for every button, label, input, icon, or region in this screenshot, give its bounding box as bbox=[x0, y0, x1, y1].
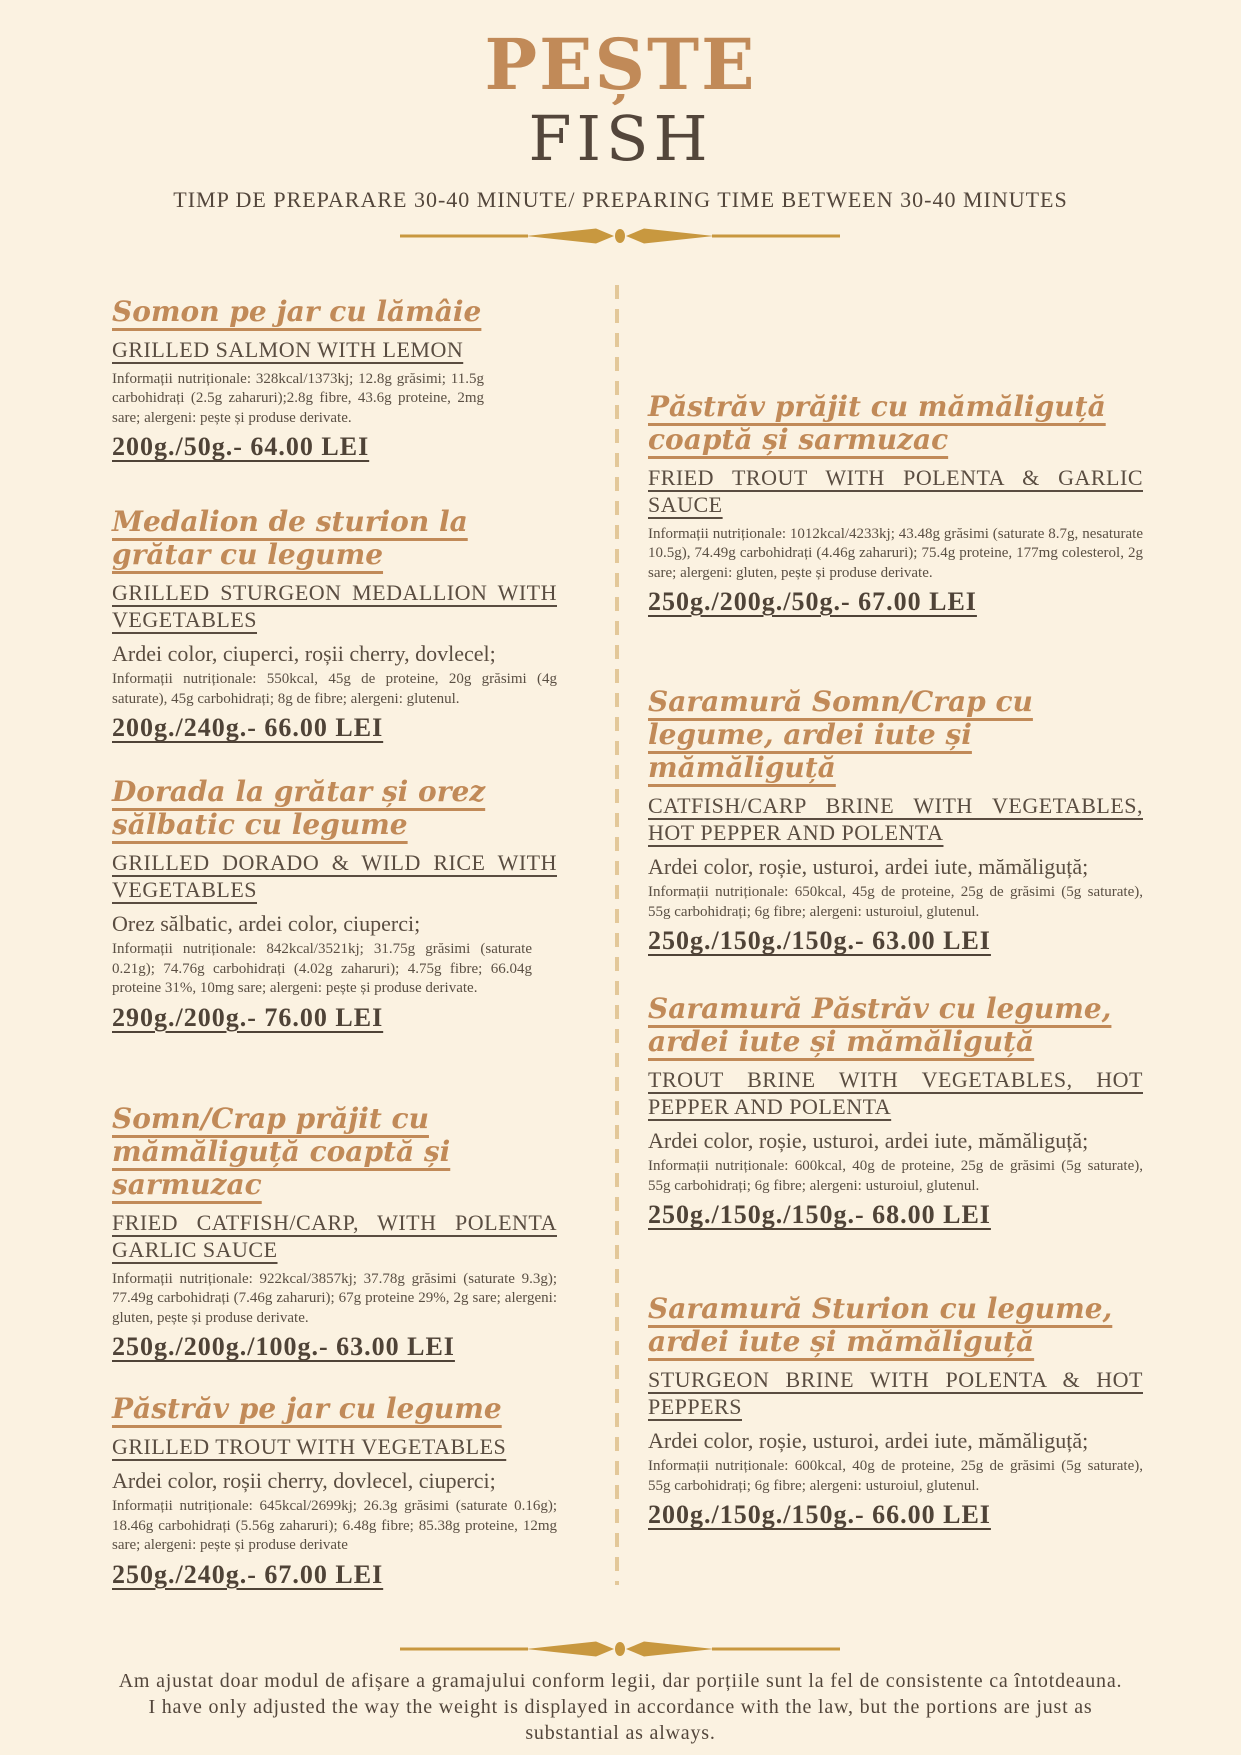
item-title-en: CATFISH/CARP BRINE WITH VEGETABLES, HOT PEPPER AND POLENTA bbox=[648, 793, 1143, 845]
item-title-en: GRILLED DORADO & WILD RICE WITH VEGETABLES bbox=[112, 850, 557, 902]
item-nutrition: Informații nutriționale: 550kcal, 45g de proteine, 20g grăsimi (4g saturate), 45g carbohidrați; 8g de fibre; alergeni: glutenul. bbox=[112, 671, 557, 707]
item-title-ro: Somn/Crap prăjit cu mămăliguță coaptă și sarmuzac bbox=[112, 1102, 451, 1202]
menu-column-right bbox=[648, 0, 1143, 1755]
menu-item-fried-catfish-carp bbox=[112, 1102, 557, 1362]
prep-time-note: TIMP DE PREPARARE 30-40 MINUTE/ PREPARING TIME BETWEEN 30-40 MINUTES bbox=[173, 186, 1068, 212]
item-nutrition: Informații nutriționale: 645kcal/2699kj; 26.3g grăsimi (saturate 0.16g); 18.46g carbohidrați (5.56g zaharuri); 6.48g fibre; 85.38g proteine, 12mg sare; alergeni: pește și produse derivate bbox=[112, 1498, 557, 1554]
item-nutrition: Informații nutriționale: 650kcal, 45g de proteine, 25g de grăsimi (5g saturate), 55g carbohidrați; 6g fibre; alergeni: usturoiul, glutenul. bbox=[648, 884, 1143, 920]
item-nutrition: Informații nutriționale: 328kcal/1373kj; 12.8g grăsimi; 11.5g carbohidrați (2.5g zaharuri);2.8g fibre, 43.6g proteine, 2mg sare; alergeni: pește și produse derivate. bbox=[112, 370, 484, 426]
item-price: 290g./200g.- 76.00 LEI bbox=[112, 1002, 384, 1032]
item-price: 200g./240g.- 66.00 LEI bbox=[112, 713, 384, 743]
item-description: Ardei color, roșie, usturoi, ardei iute, mămăliguță; bbox=[648, 1427, 1089, 1453]
item-nutrition: Informații nutriționale: 842kcal/3521kj; 31.75g grăsimi (saturate 0.21g); 74.76g carbohidrați (4.02g zaharuri); 4.75g fibre; 66.04g proteine 31%, 10mg sare; alergeni: pește și produse derivate. bbox=[112, 941, 532, 997]
item-price: 250g./240g.- 67.00 LEI bbox=[112, 1559, 384, 1589]
menu-item-grilled-trout bbox=[112, 1392, 557, 1590]
item-price: 250g./150g./150g.- 68.00 LEI bbox=[648, 1200, 991, 1230]
item-title-en: FRIED TROUT WITH POLENTA & GARLIC SAUCE bbox=[648, 465, 1143, 517]
footer-note-ro: Am ajustat doar modul de afișare a gramajului conform legii, dar porțiile sunt la fel de consistente ca întotdeauna. bbox=[118, 1670, 1123, 1692]
footer-note-en: I have only adjusted the way the weight is displayed in accordance with the law, but the portions are just as substantial as always. bbox=[148, 1696, 1093, 1744]
item-title-ro: Saramură Somn/Crap cu legume, ardei iute și mămăliguță bbox=[648, 685, 1033, 785]
menu-item-sturgeon-brine bbox=[648, 1292, 1143, 1530]
menu-item-trout-brine bbox=[648, 992, 1143, 1230]
item-title-ro: Păstrăv prăjit cu mămăliguță coaptă și sarmuzac bbox=[648, 390, 1106, 457]
item-price: 250g./200g./100g.- 63.00 LEI bbox=[112, 1332, 455, 1362]
item-title-ro: Saramură Sturion cu legume, ardei iute și mămăliguță bbox=[648, 1292, 1113, 1359]
item-nutrition: Informații nutriționale: 922kcal/3857kj; 37.78g grăsimi (saturate 9.3g); 77.49g carbohidrați (7.46g zaharuri); 67g proteine 29%, 2g sare; alergeni: gluten, pește și produse derivate. bbox=[112, 1270, 557, 1326]
item-title-ro: Medalion de sturion la grătar cu legume bbox=[112, 505, 468, 572]
menu-item-grilled-salmon bbox=[112, 295, 557, 462]
item-price: 250g./150g./150g.- 63.00 LEI bbox=[648, 926, 991, 956]
item-price: 200g./50g.- 64.00 LEI bbox=[112, 432, 370, 462]
item-title-en: FRIED CATFISH/CARP, WITH POLENTA GARLIC SAUCE bbox=[112, 1210, 557, 1262]
item-description: Orez sălbatic, ardei color, ciuperci; bbox=[112, 910, 421, 936]
item-title-en: STURGEON BRINE WITH POLENTA & HOT PEPPERS bbox=[648, 1367, 1143, 1419]
item-title-ro: Somon pe jar cu lămâie bbox=[112, 295, 482, 328]
item-nutrition: Informații nutriționale: 600kcal, 40g de proteine, 25g de grăsimi (5g saturate), 55g carbohidrați; 6g fibre; alergeni: usturoiul, glutenul. bbox=[648, 1458, 1143, 1494]
menu-item-sturgeon-medallion bbox=[112, 505, 557, 743]
item-description: Ardei color, roșie, usturoi, ardei iute, mămăliguță; bbox=[648, 853, 1089, 879]
item-title-ro: Saramură Păstrăv cu legume, ardei iute și mămăliguță bbox=[648, 992, 1112, 1059]
item-price: 250g./200g./50g.- 67.00 LEI bbox=[648, 587, 977, 617]
item-nutrition: Informații nutriționale: 600kcal, 40g de proteine, 25g de grăsimi (5g saturate), 55g carbohidrați; 6g fibre; alergeni: usturoiul, glutenul. bbox=[648, 1158, 1143, 1194]
page-title-en: FISH bbox=[528, 101, 713, 175]
item-title-en: GRILLED TROUT WITH VEGETABLES bbox=[112, 1434, 507, 1460]
item-description: Ardei color, ciuperci, roșii cherry, dovlecel; bbox=[112, 640, 496, 666]
item-title-en: TROUT BRINE WITH VEGETABLES, HOT PEPPER AND POLENTA bbox=[648, 1067, 1143, 1119]
item-description: Ardei color, roșie, usturoi, ardei iute, mămăliguță; bbox=[648, 1127, 1089, 1153]
item-title-ro: Dorada la grătar și orez sălbatic cu legume bbox=[112, 775, 486, 842]
ornament-divider-icon bbox=[398, 1638, 843, 1660]
item-price: 200g./150g./150g.- 66.00 LEI bbox=[648, 1500, 991, 1530]
item-title-en: GRILLED STURGEON MEDALLION WITH VEGETABLES bbox=[112, 580, 557, 632]
column-divider bbox=[615, 285, 619, 1585]
item-title-en: GRILLED SALMON WITH LEMON bbox=[112, 337, 464, 363]
menu-column-left bbox=[112, 0, 557, 1755]
item-nutrition: Informații nutriționale: 1012kcal/4233kj; 43.48g grăsimi (saturate 8.7g, nesaturate 10.5g), 74.49g carbohidrați (4.46g zaharuri); 75.4g proteine, 177mg colesterol, 2g sare; alergeni: gluten, pește și produse derivate. bbox=[648, 525, 1143, 581]
page-title-ro: PEȘTE bbox=[484, 23, 757, 106]
menu-footer bbox=[0, 1638, 1241, 1746]
menu-item-catfish-carp-brine bbox=[648, 685, 1143, 956]
item-title-ro: Păstrăv pe jar cu legume bbox=[112, 1392, 502, 1425]
menu-item-grilled-dorado bbox=[112, 775, 557, 1033]
menu-item-fried-trout bbox=[648, 390, 1143, 617]
item-description: Ardei color, roșii cherry, dovlecel, ciuperci; bbox=[112, 1467, 496, 1493]
